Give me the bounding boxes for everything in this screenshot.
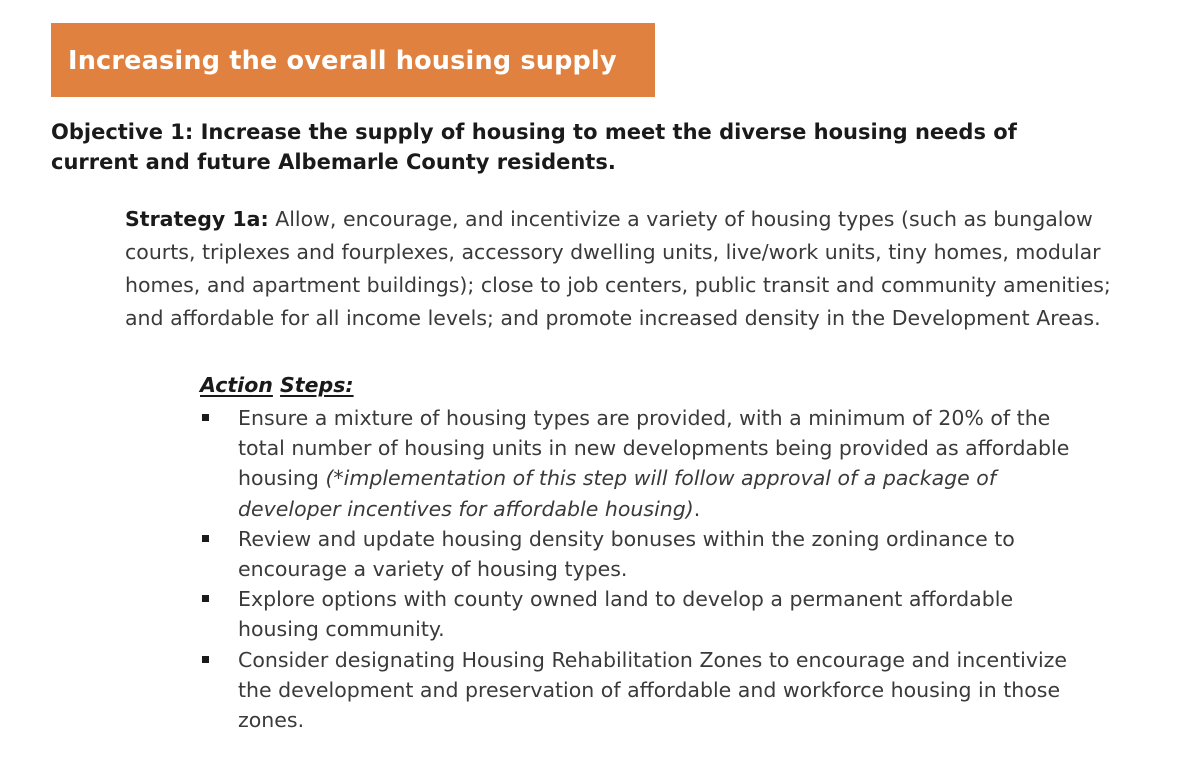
action-step-text: Ensure a mixture of housing types are provided, with a minimum of 20% of the total number of housing units in new developments being provided as affordable housing [238, 406, 1070, 491]
square-bullet-icon [202, 414, 209, 421]
action-step-suffix: . [693, 496, 701, 521]
action-step-item [200, 584, 1100, 644]
action-step-text: Review and update housing density bonuses within the zoning ordinance to encourage a variety of housing types. [238, 526, 1015, 582]
action-steps-heading-word-2: Steps: [280, 373, 354, 397]
action-step-item [200, 524, 1100, 584]
strategy-text: Allow, encourage, and incentivize a variety of housing types (such as bungalow courts, triplexes and fourplexes, accessory dwelling units, live/work units, tiny homes, modular homes, and apartment buildings); close to job centers, public transit and community amenities; and affordable for all income levels; and promote increased density in the Development Areas. [125, 207, 1111, 330]
action-step-item [200, 645, 1100, 736]
action-step-note: (*implementation of this step will follow approval of a package of developer incentives for affordable housing) [238, 466, 997, 521]
action-step-item [200, 403, 1100, 524]
section-banner [51, 23, 655, 97]
square-bullet-icon [202, 595, 209, 602]
action-step-text: Explore options with county owned land to develop a permanent affordable housing community. [238, 587, 1014, 642]
square-bullet-icon [202, 535, 209, 542]
square-bullet-icon [202, 656, 209, 663]
objective-heading: Objective 1: Increase the supply of housing to meet the diverse housing needs of current and future Albemarle County residents. [51, 120, 1017, 174]
action-step-text: Consider designating Housing Rehabilitation Zones to encourage and incentivize the development and preservation of affordable and workforce housing in those zones. [238, 647, 1068, 733]
strategy-label: Strategy 1a: [125, 207, 269, 231]
strategy-paragraph [125, 203, 1125, 335]
section-title: Increasing the overall housing supply [68, 46, 617, 76]
action-steps-heading [200, 369, 354, 401]
action-steps-list [200, 403, 1100, 735]
action-steps-heading-word-1: Action [200, 373, 273, 397]
